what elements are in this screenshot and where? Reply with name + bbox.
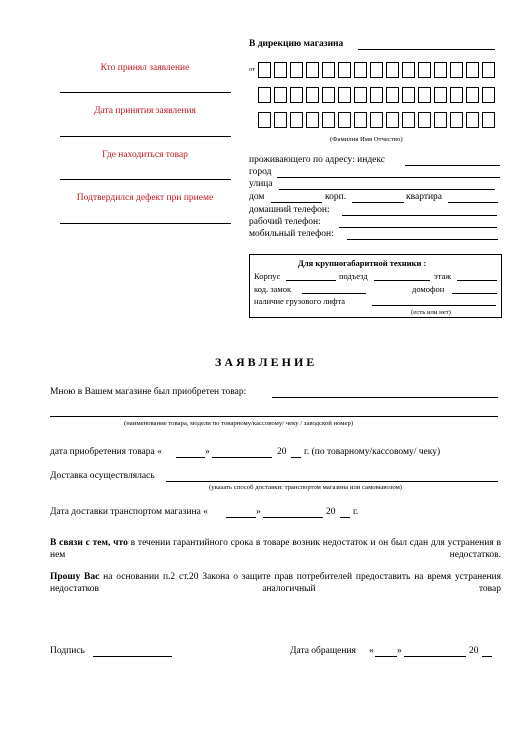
apartment-line[interactable] xyxy=(448,202,498,203)
work-phone-label: рабочий телефон: xyxy=(249,217,321,227)
date-accepted-label: Дата принятия заявления xyxy=(94,106,196,116)
intercom-line[interactable] xyxy=(452,293,497,294)
purchase-day-line[interactable] xyxy=(176,457,205,458)
mobile-phone-line[interactable] xyxy=(347,239,498,240)
purchased-line-1[interactable] xyxy=(272,397,498,398)
korpus-label: Корпус xyxy=(254,271,281,281)
building-label: корп. xyxy=(325,192,347,202)
house-line[interactable] xyxy=(271,202,322,203)
signature-label: Подпись xyxy=(50,646,85,656)
street-label: улица xyxy=(249,179,273,189)
appeal-date-label: Дата обращения xyxy=(290,646,356,656)
defect-rest-text: в течении гарантийного срока в товаре возник недостаток и он был сдан для устранения в нем недостатков. xyxy=(50,538,501,560)
defect-confirmed-label: Подтвердился дефект при приеме xyxy=(76,193,214,203)
appeal-open-quote: « xyxy=(369,646,374,656)
freight-elevator-label: наличие грузового лифта xyxy=(254,296,346,306)
appeal-close-quote: » xyxy=(397,646,402,656)
appeal-month-line[interactable] xyxy=(404,656,466,657)
request-rest-text: на основании п.2 ст.20 Закона о защите прав потребителей предоставить на время устранения недостатков аналогичный товар xyxy=(50,572,502,594)
item-location-label: Где находиться товар xyxy=(102,150,188,160)
entrance-label: подъезд xyxy=(339,271,368,281)
who-accepted-line[interactable] xyxy=(60,92,231,93)
index-line[interactable] xyxy=(405,165,500,166)
purchased-label: Мною в Вашем магазине был приобретен товар: xyxy=(50,387,247,397)
purchase-date-close-quote: » xyxy=(205,447,210,457)
purchase-date-suffix: г. (по товарному/кассовому/ чеку) xyxy=(304,447,441,457)
house-label: дом xyxy=(249,192,265,202)
fio-grid-row-2[interactable] xyxy=(258,87,498,103)
fio-grid-row-3[interactable] xyxy=(258,112,498,128)
purchase-date-prefix: дата приобретения товара « xyxy=(50,447,162,457)
work-phone-line[interactable] xyxy=(339,227,497,228)
residing-index-label: проживающего по адресу: индекс xyxy=(249,155,385,165)
bulky-title: Для крупногабаритной техники : xyxy=(298,258,427,268)
home-phone-label: домашний телефон: xyxy=(249,205,330,215)
fio-grid-row-1[interactable] xyxy=(258,62,498,78)
appeal-day-line[interactable] xyxy=(375,656,397,657)
delivery-day-line[interactable] xyxy=(226,517,256,518)
delivery-year-line[interactable] xyxy=(340,517,350,518)
item-location-line[interactable] xyxy=(60,179,231,180)
who-accepted-label: Кто принял заявление xyxy=(100,63,190,73)
floor-label: этаж xyxy=(434,271,452,281)
delivery-date-close-quote: » xyxy=(256,507,261,517)
date-accepted-line[interactable] xyxy=(60,136,231,137)
delivery-month-line[interactable] xyxy=(263,517,323,518)
defect-paragraph xyxy=(50,537,501,561)
purchased-line-2[interactable] xyxy=(50,416,498,417)
entrance-line[interactable] xyxy=(374,280,430,281)
purchased-caption: (наименование товара, модели по товарному/кассовому/ чеку / заводской номер) xyxy=(124,420,354,427)
appeal-year-line[interactable] xyxy=(482,656,492,657)
directorate-line[interactable] xyxy=(358,49,495,50)
purchase-year-prefix: 20 xyxy=(277,447,287,457)
statement-title: З А Я В Л Е Н И Е xyxy=(215,355,315,369)
building-line[interactable] xyxy=(352,202,404,203)
delivery-label: Доставка осуществлялась xyxy=(50,471,155,481)
door-code-label: код. замок xyxy=(254,284,292,294)
delivery-line[interactable] xyxy=(166,481,498,482)
apartment-label: квартира xyxy=(406,192,443,202)
intercom-label: домофон xyxy=(412,284,445,294)
signature-line[interactable] xyxy=(93,656,172,657)
purchase-year-line[interactable] xyxy=(291,457,301,458)
delivery-date-prefix: Дата доставки транспортом магазина « xyxy=(50,507,208,517)
defect-bold-text: В связи с тем, что xyxy=(50,538,128,548)
korpus-line[interactable] xyxy=(286,280,336,281)
street-line[interactable] xyxy=(279,189,495,190)
to-directorate-label: В дирекцию магазина xyxy=(249,39,344,49)
request-bold-text: Прошу Вас xyxy=(50,572,100,582)
delivery-caption: (указать способ доставки: транспортом магазина или самовывозом) xyxy=(209,484,403,491)
mobile-phone-label: мобильный телефон: xyxy=(249,229,334,239)
city-line[interactable] xyxy=(277,177,500,178)
freight-elevator-line[interactable] xyxy=(372,305,496,306)
home-phone-line[interactable] xyxy=(342,215,497,216)
defect-confirmed-line[interactable] xyxy=(60,223,231,224)
yes-no-caption: (есть или нет) xyxy=(411,309,451,316)
delivery-date-suffix: г. xyxy=(353,507,359,517)
appeal-year-prefix: 20 xyxy=(469,646,479,656)
delivery-year-prefix: 20 xyxy=(326,507,336,517)
from-label: от xyxy=(249,66,256,73)
door-code-line[interactable] xyxy=(302,293,366,294)
purchase-month-line[interactable] xyxy=(212,457,272,458)
city-label: город xyxy=(249,167,272,177)
request-paragraph xyxy=(50,571,501,595)
floor-line[interactable] xyxy=(457,280,497,281)
fio-caption: (Фамилия Имя Отчество) xyxy=(330,136,403,143)
